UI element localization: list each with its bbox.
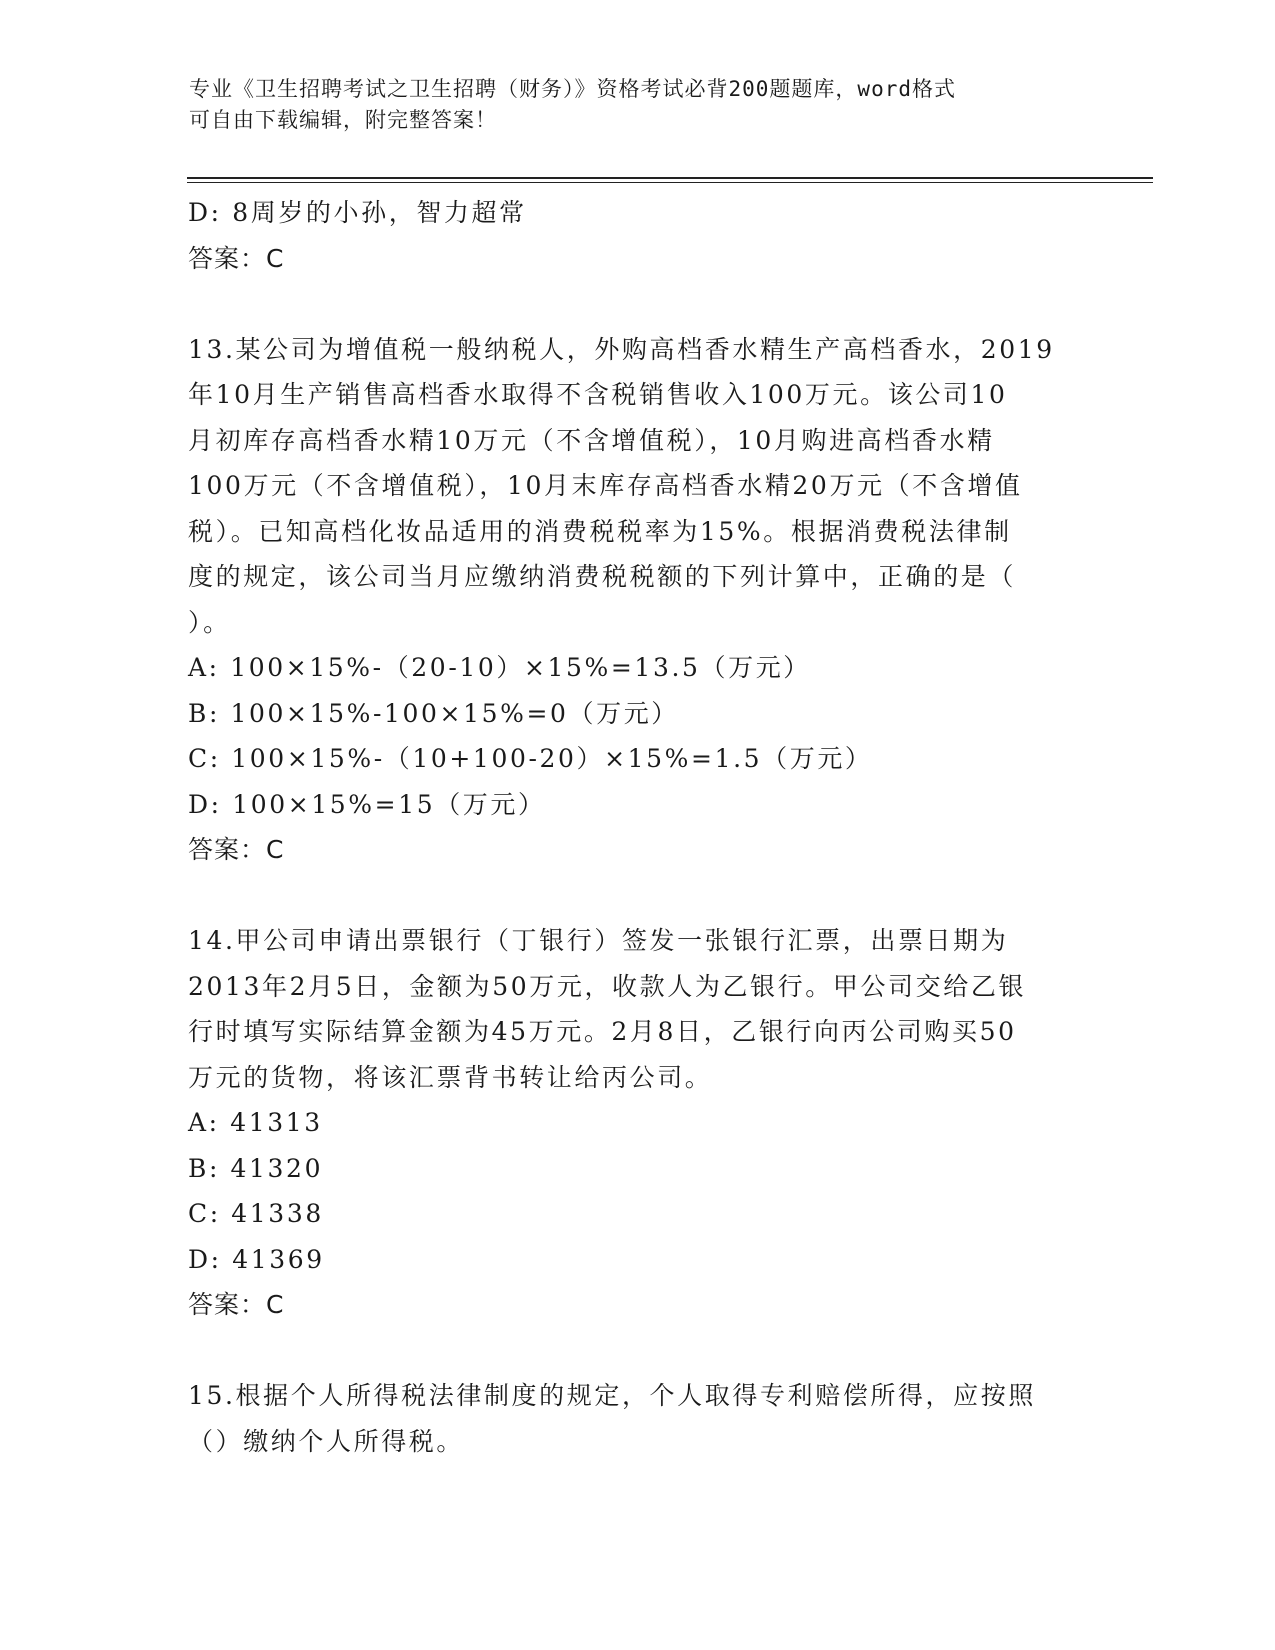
question-text-line: 度的规定，该公司当月应缴纳消费税税额的下列计算中，正确的是（ [188,562,1017,591]
question-text-line: 税）。已知高档化妆品适用的消费税税率为15%。根据消费税法律制 [188,516,1012,546]
question-text-line: 行时填写实际结算金额为45万元。2月8日，乙银行向丙公司购买50 [188,1017,1017,1046]
answer-line: 答案：C [188,243,285,273]
header-title-line-2: 可自由下载编辑，附完整答案！ [189,108,497,132]
option-c: C: 100×15%-（10+100-20）×15%=1.5（万元） [188,744,873,773]
header-title-line-1: 专业《卫生招聘考试之卫生招聘（财务）》资格考试必背200题题库，word格式 [189,77,956,101]
document-body [188,190,1088,1464]
question-text-line: 15.根据个人所得税法律制度的规定，个人取得专利赔偿所得，应按照 [188,1381,1036,1410]
spacer [188,281,1088,327]
header-divider [187,177,1153,183]
question-13 [188,327,1088,873]
answer-line: 答案：C [188,1290,285,1319]
answer-line: 答案：C [188,835,285,864]
question-text-line: 2013年2月5日，金额为50万元，收款人为乙银行。甲公司交给乙银 [188,971,1027,1001]
option-a: A: 100×15%-（20-10）×15%=13.5（万元） [188,653,811,682]
option-a: A: 41313 [188,1108,323,1137]
question-15 [188,1373,1088,1464]
option-c: C: 41338 [188,1199,324,1228]
option-b: B: 100×15%-100×15%=0（万元） [188,698,679,728]
question-text-line: 年10月生产销售高档香水取得不含税销售收入100万元。该公司10 [188,380,1008,409]
option-b: B: 41320 [188,1153,324,1183]
question-text-line: 13.某公司为增值税一般纳税人，外购高档香水精生产高档香水，2019 [188,334,1055,364]
question-text-line: （）缴纳个人所得税。 [188,1426,465,1456]
spacer [188,873,1088,919]
page-header [189,74,1069,136]
option-d: D: 41369 [188,1244,325,1274]
question-14 [188,918,1088,1328]
question-text-line: ）。 [188,607,231,637]
question-text-line: 万元的货物，将该汇票背书转让给丙公司。 [188,1062,713,1092]
option-d: D: 8周岁的小孙，智力超常 [188,198,527,227]
previous-question-tail [188,190,1088,281]
question-text-line: 14.甲公司申请出票银行（丁银行）签发一张银行汇票，出票日期为 [188,926,1009,955]
option-d: D: 100×15%=15（万元） [188,789,546,819]
question-text-line: 月初库存高档香水精10万元（不含增值税），10月购进高档香水精 [188,425,995,455]
question-text-line: 100万元（不含增值税），10月末库存高档香水精20万元（不含增值 [188,471,1023,500]
spacer [188,1328,1088,1374]
